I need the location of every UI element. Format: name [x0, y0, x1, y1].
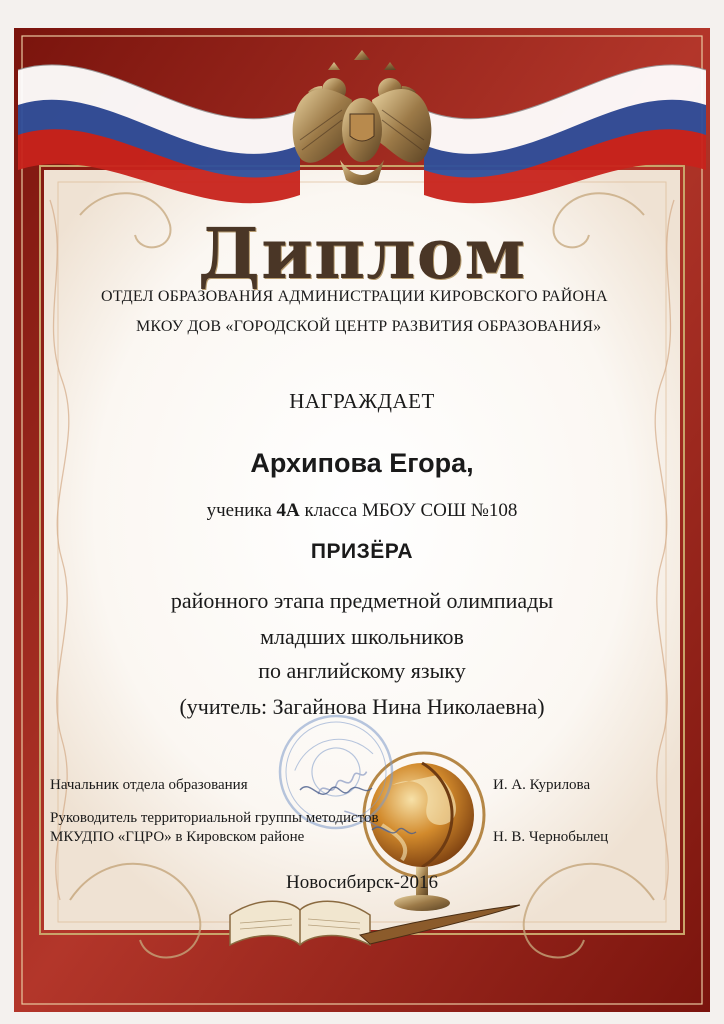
student-prefix: ученика	[206, 500, 272, 521]
organization-line-1: ОТДЕЛ ОБРАЗОВАНИЯ АДМИНИСТРАЦИИ КИРОВСКОГО РАЙОНА	[101, 288, 608, 305]
organization-line-2: МКОУ ДОВ «ГОРОДСКОЙ ЦЕНТР РАЗВИТИЯ ОБРАЗОВАНИЯ»	[136, 318, 602, 335]
signature-role-1: Начальник отдела образования	[50, 777, 248, 793]
signature-role-2-line-2: МКУДПО «ГЦРО» в Кировском районе	[50, 829, 305, 845]
student-info	[0, 500, 724, 522]
prize-title: ПРИЗЁРА	[310, 540, 414, 563]
student-class: 4А	[276, 500, 300, 521]
awards-label: НАГРАЖДАЕТ	[289, 389, 435, 413]
olympiad-line-3: по английскому языку	[258, 658, 466, 683]
olympiad-line-1: районного этапа предметной олимпиады	[170, 588, 554, 613]
signature-name-2: Н. В. Чернобылец	[493, 829, 609, 845]
city-year: Новосибирск-2016	[286, 872, 438, 893]
signature-name-1: И. А. Курилова	[493, 777, 591, 793]
diploma-title: Диплом	[197, 212, 527, 295]
recipient-name: Архипова Егора,	[250, 448, 474, 478]
signature-role-2-line-1: Руководитель территориальной группы методистов	[50, 810, 379, 826]
olympiad-line-2: младших школьников	[260, 624, 464, 649]
teacher-line: (учитель: Загайнова Нина Николаевна)	[179, 694, 545, 719]
student-school: класса МБОУ СОШ №108	[304, 500, 518, 521]
